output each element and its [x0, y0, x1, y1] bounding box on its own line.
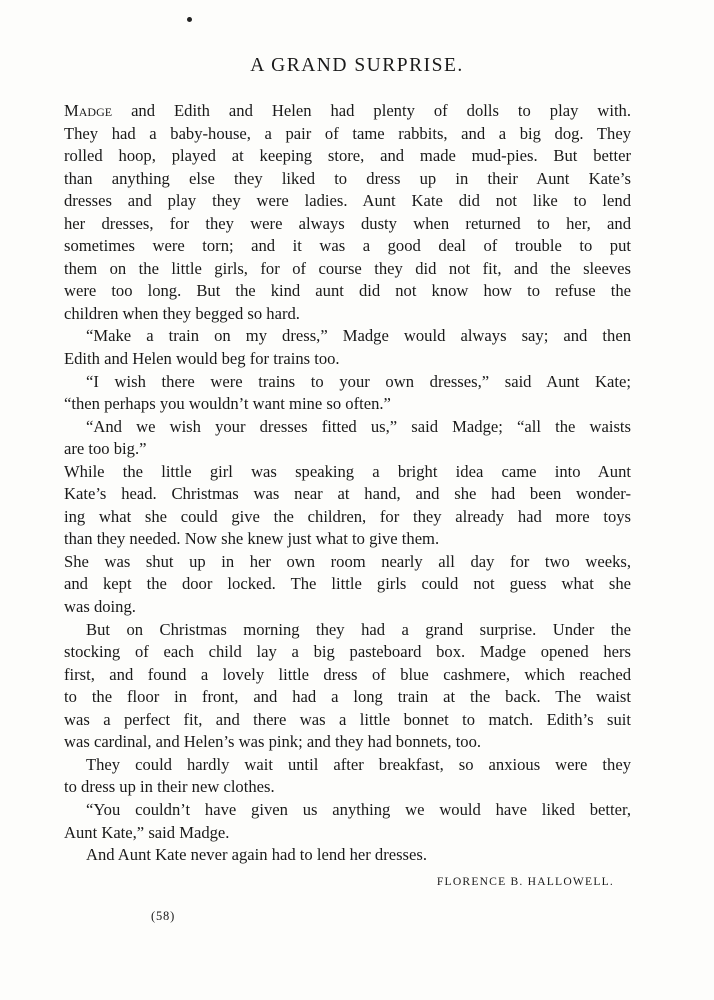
text-line: ing what she could give the children, for they already had more toys	[64, 506, 631, 526]
text-line: than anything else they liked to dress up in their Aunt Kate’s	[64, 168, 631, 188]
text-line: While the little girl was speaking a bright idea came into Aunt	[64, 461, 631, 481]
text-line: was cardinal, and Helen’s was pink; and they had bonnets, too.	[64, 732, 482, 752]
text-line: “Make a train on my dress,” Madge would always say; and then	[86, 326, 631, 346]
text-line: “And we wish your dresses fitted us,” said Madge; “all the waists	[86, 416, 631, 436]
text-line	[64, 100, 631, 123]
text-line: were too long. But the kind aunt did not know how to refuse the	[64, 281, 631, 301]
ink-dot	[187, 17, 192, 22]
text-line: They could hardly wait until after breakfast, so anxious were they	[86, 754, 631, 774]
text-line: was doing.	[64, 597, 136, 617]
text-line: to dress up in their new clothes.	[64, 777, 275, 797]
text-line: to the floor in front, and had a long train at the back. The waist	[64, 687, 631, 707]
text-line: first, and found a lovely little dress of blue cashmere, which reached	[64, 664, 631, 684]
text-line: them on the little girls, for of course they did not fit, and the sleeves	[64, 258, 631, 278]
text-line: her dresses, for they were always dusty when returned to her, and	[64, 213, 631, 233]
author-signature: FLORENCE B. HALLOWELL.	[436, 875, 614, 888]
text-line: And Aunt Kate never again had to lend her dresses.	[86, 845, 427, 865]
page-number: (58)	[151, 909, 176, 923]
text-line: Edith and Helen would beg for trains too.	[64, 349, 340, 369]
text-line: and kept the door locked. The little girls could not guess what she	[64, 574, 631, 594]
story-body	[64, 100, 631, 867]
story-title: A GRAND SURPRISE.	[250, 55, 464, 76]
text-line-rest: and Edith and Helen had plenty of dolls to play with.	[112, 101, 631, 120]
text-line: But on Christmas morning they had a grand surprise. Under the	[86, 619, 631, 639]
text-line: Aunt Kate,” said Madge.	[64, 822, 230, 842]
text-line: “You couldn’t have given us anything we would have liked better,	[86, 799, 631, 819]
text-line: “I wish there were trains to your own dresses,” said Aunt Kate;	[86, 371, 631, 391]
text-line: than they needed. Now she knew just what to give them.	[64, 529, 440, 549]
text-line: “then perhaps you wouldn’t want mine so often.”	[64, 394, 391, 414]
text-line: sometimes were torn; and it was a good deal of trouble to put	[64, 236, 631, 256]
text-line: was a perfect fit, and there was a little bonnet to match. Edith’s suit	[64, 709, 631, 729]
text-line: are too big.”	[64, 439, 147, 459]
text-line: She was shut up in her own room nearly all day for two weeks,	[64, 551, 631, 571]
text-line: stocking of each child lay a big pasteboard box. Madge opened hers	[64, 642, 631, 662]
text-line: They had a baby-house, a pair of tame rabbits, and a big dog. They	[64, 123, 631, 143]
text-line: dresses and play they were ladies. Aunt Kate did not like to lend	[64, 191, 631, 211]
text-line: children when they begged so hard.	[64, 303, 300, 323]
lead-word: Madge	[64, 101, 113, 120]
text-line: rolled hoop, played at keeping store, and made mud-pies. But better	[64, 146, 631, 166]
text-line: Kate’s head. Christmas was near at hand, and she had been wonder-	[64, 484, 631, 504]
